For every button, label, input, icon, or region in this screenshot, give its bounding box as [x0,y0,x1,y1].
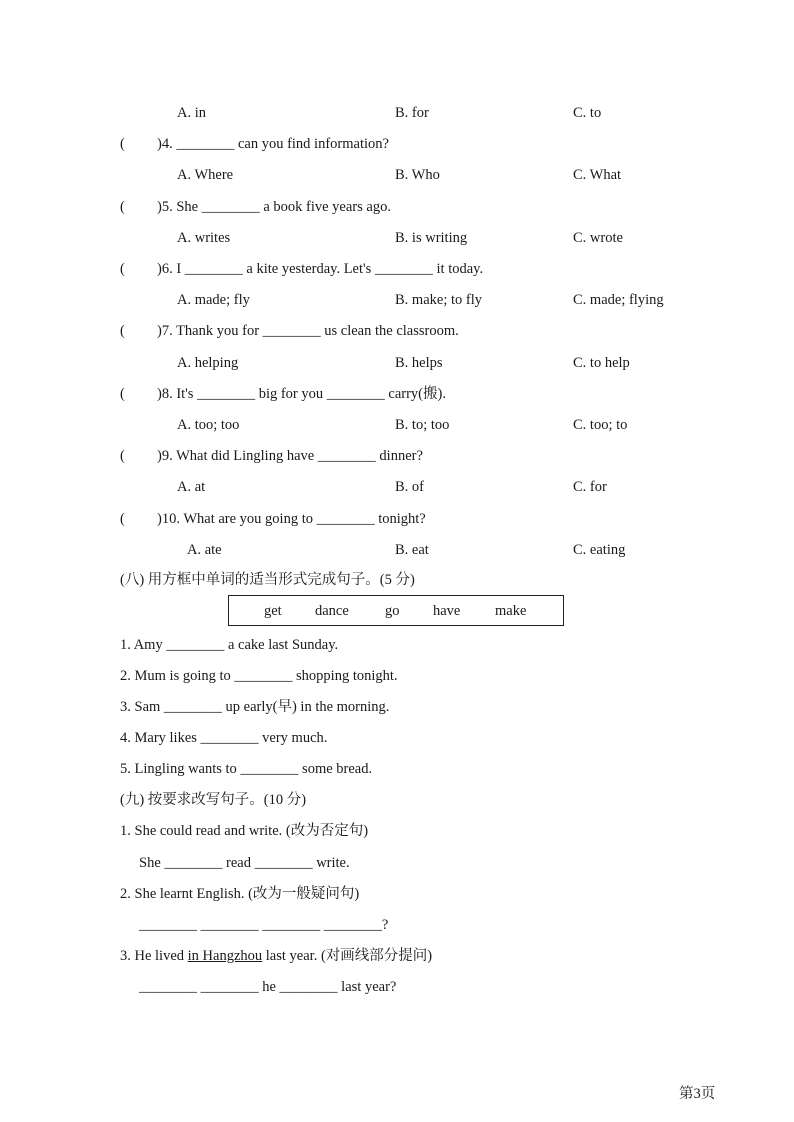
page-number: 第3页 [679,1086,716,1102]
section-8-item [0,728,794,748]
q8-stem-line [0,384,794,404]
q10-stem: )10. What are you going to ________ tonight? [157,511,426,527]
section-9-q3-answer-text: ________ ________ he ________ last year? [139,979,397,995]
section-9-q1-stem-text: 1. She could read and write. (改为否定句) [120,823,369,839]
q4-options [0,165,794,185]
q9-options [0,477,794,497]
q9-option-c: C. for [573,479,607,495]
section-9-title-text: (九) 按要求改写句子。(10 分) [120,792,307,808]
q5-option-c: C. wrote [573,230,623,246]
q4-stem-line [0,134,794,154]
q3-options [0,103,794,123]
word-box-item: go [385,603,400,619]
q6-options [0,290,794,310]
word-box-item: dance [315,603,349,619]
q10-stem-line [0,509,794,529]
q9-stem: )9. What did Lingling have ________ dinner? [157,448,423,464]
q6-option-b: B. make; to fly [395,292,482,308]
answer-paren: ( [120,136,125,152]
q8-option-a: A. too; too [177,417,240,433]
section-9-q1-answer [0,853,794,873]
q5-option-a: A. writes [177,230,231,246]
q8-option-c: C. too; to [573,417,628,433]
section-9-q3-stem [0,946,794,966]
q5-stem-line [0,197,794,217]
q5-options [0,228,794,248]
section-8-item-text: 1. Amy ________ a cake last Sunday. [120,637,339,653]
section-8-item [0,759,794,779]
q6-stem: )6. I ________ a kite yesterday. Let's ________ it today. [157,261,484,277]
q10-option-c: C. eating [573,542,626,558]
q7-options [0,353,794,373]
section-9-q2-answer-text: ________ ________ ________ ________? [139,917,389,933]
word-box [228,595,564,626]
section-9-q3-answer [0,977,794,997]
q6-option-a: A. made; fly [177,292,250,308]
q4-option-c: C. What [573,167,622,183]
q3-option-a: A. in [177,105,206,121]
q5-option-b: B. is writing [395,230,468,246]
section-9-title [0,790,794,810]
section-8-title-text: (八) 用方框中单词的适当形式完成句子。(5 分) [120,572,415,588]
section-9-q2-stem-text: 2. She learnt English. (改为一般疑问句) [120,886,360,902]
q5-stem: )5. She ________ a book five years ago. [157,199,391,215]
answer-paren: ( [120,448,125,464]
q7-stem: )7. Thank you for ________ us clean the classroom. [157,323,459,339]
section-9-q3-stem-text [120,946,432,966]
section-8-item-text: 4. Mary likes ________ very much. [120,730,328,746]
section-8-title [0,570,794,590]
answer-paren: ( [120,199,125,215]
q4-option-a: A. Where [177,167,234,183]
section-8-item-text: 3. Sam ________ up early(早) in the morning. [120,699,390,715]
q10-options [0,540,794,560]
q4-stem: )4. ________ can you find information? [157,136,389,152]
word-box-item: get [264,603,282,619]
q7-stem-line [0,321,794,341]
section-9-q1-answer-text: She ________ read ________ write. [139,855,350,871]
q9-option-a: A. at [177,479,206,495]
section-8-item [0,697,794,717]
underlined-phrase: in Hangzhou [187,948,263,964]
q4-option-b: B. Who [395,167,440,183]
page-footer [0,1084,794,1104]
q8-stem: )8. It's ________ big for you ________ carry(搬). [157,386,446,402]
q3-option-c: C. to [573,105,602,121]
q10-option-b: B. eat [395,542,429,558]
q7-option-a: A. helping [177,355,239,371]
section-9-q3-stem-pre: 3. He lived [120,948,188,964]
section-9-q1-stem [0,821,794,841]
q10-option-a: A. ate [187,542,222,558]
word-box-item: have [433,603,461,619]
section-8-item [0,635,794,655]
answer-paren: ( [120,323,125,339]
q9-stem-line [0,446,794,466]
q7-option-c: C. to help [573,355,630,371]
q9-option-b: B. of [395,479,424,495]
q3-option-b: B. for [395,105,429,121]
answer-paren: ( [120,386,125,402]
section-8-item [0,666,794,686]
section-9-q2-stem [0,884,794,904]
q6-stem-line [0,259,794,279]
answer-paren: ( [120,511,125,527]
section-8-item-text: 2. Mum is going to ________ shopping tonight. [120,668,398,684]
section-9-q2-answer [0,915,794,935]
q8-option-b: B. to; too [395,417,450,433]
q7-option-b: B. helps [395,355,443,371]
word-box-item: make [495,603,527,619]
answer-paren: ( [120,261,125,277]
q6-option-c: C. made; flying [573,292,664,308]
section-9-q3-stem-post: last year. (对画线部分提问) [262,948,433,964]
section-8-item-text: 5. Lingling wants to ________ some bread. [120,761,373,777]
q8-options [0,415,794,435]
